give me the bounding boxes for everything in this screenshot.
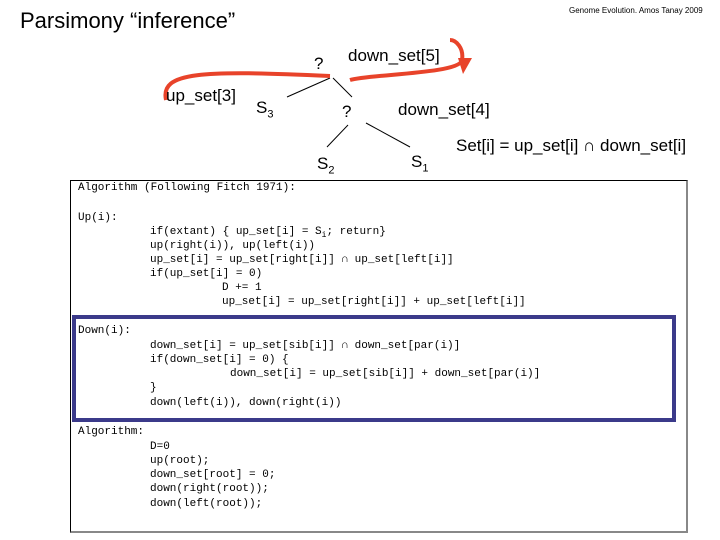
up-line-5: D += 1 [222, 282, 262, 294]
root-node: ? [314, 54, 324, 73]
edge-root-s3 [287, 78, 330, 97]
edge-root-inner [333, 78, 352, 97]
algo-header: Algorithm (Following Fitch 1971): [78, 182, 296, 194]
down-set-4-label: down_set[4] [398, 100, 490, 119]
up-line-2: up(right(i)), up(left(i)) [150, 240, 316, 252]
down-set-5-label: down_set[5] [348, 46, 440, 65]
up-line-6: up_set[i] = up_set[right[i]] + up_set[left[i]] [222, 296, 526, 308]
down-line-1: down_set[i] = up_set[sib[i]] ∩ down_set[par(i)] [150, 340, 461, 352]
slide-title: Parsimony “inference” [20, 8, 236, 33]
main-line-1: D=0 [150, 441, 170, 453]
arrow-head-icon [458, 58, 472, 74]
main-label: Algorithm: [78, 426, 145, 438]
up-label: Up(i): [78, 212, 118, 224]
slide-credit: Genome Evolution. Amos Tanay 2009 [569, 6, 703, 15]
main-line-5: down(left(root)); [150, 498, 263, 510]
set-formula: Set[i] = up_set[i] ∩ down_set[i] [456, 136, 687, 155]
s2-node: $S_2$ [317, 154, 335, 177]
up-line-4: if(up_set[i] = 0) [150, 268, 263, 280]
down-line-4: } [150, 382, 157, 394]
main-line-3: down_set[root] = 0; [150, 469, 276, 481]
main-line-4: down(right(root)); [150, 483, 269, 495]
down-line-5: down(left(i)), down(right(i)) [150, 397, 342, 409]
edge-inner-s1 [366, 123, 410, 147]
up-line-3: up_set[i] = up_set[right[i]] ∩ up_set[left[i]] [150, 254, 454, 266]
edge-inner-s2 [327, 125, 348, 147]
inner-node: ? [342, 102, 352, 121]
main-line-2: up(root); [150, 455, 210, 467]
up-set-3-label: up_set[3] [166, 86, 236, 105]
down-label: Down(i): [78, 325, 131, 337]
down-line-2: if(down_set[i] = 0) { [150, 354, 289, 366]
s3-node: $S_3$ [256, 98, 274, 121]
down-line-3: down_set[i] = up_set[sib[i]] + down_set[par(i)] [230, 368, 541, 380]
up-line-1: if(extant) { up_set[i] = $S_i$; return} [150, 226, 386, 241]
s1-node: $S_1$ [411, 152, 429, 175]
